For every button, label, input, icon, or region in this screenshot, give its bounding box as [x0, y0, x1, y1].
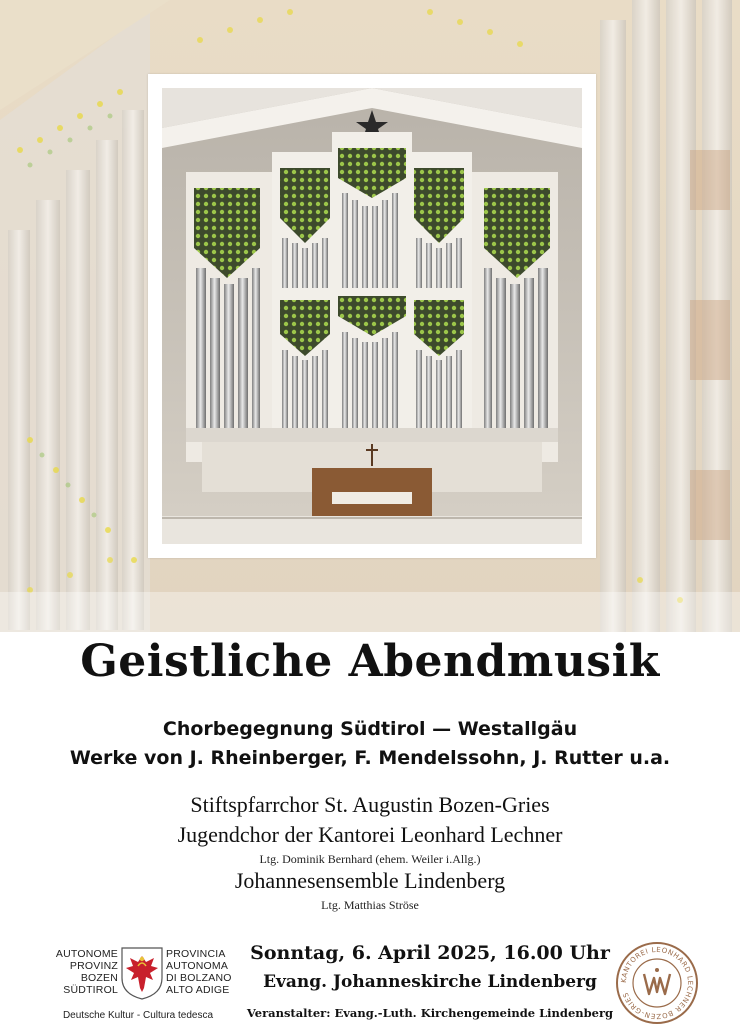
conductor-2: Ltg. Matthias Ströse	[321, 898, 419, 912]
red-eagle-crest-icon	[120, 946, 164, 1000]
culture-department-label: Deutsche Kultur - Cultura tedesca	[62, 1010, 214, 1021]
kantorei-seal-icon	[614, 940, 700, 1026]
organ-photo-frame	[148, 74, 596, 558]
seal-text: KANTOREI LEONHARD LECHNER BOZEN-GRIES	[619, 945, 695, 1021]
event-date: Sonntag, 6. April 2025, 16.00 Uhr	[250, 942, 610, 964]
conductor-1: Ltg. Dominik Bernhard (ehem. Weiler i.Allg.)	[259, 852, 481, 866]
choir-3: Johannesensemble Lindenberg	[234, 868, 506, 893]
church-organ-photo	[162, 88, 582, 544]
concert-title: Geistliche Abendmusik	[80, 636, 660, 687]
footer	[0, 936, 740, 1024]
choir-2: Jugendchor der Kantorei Leonhard Lechner	[177, 822, 563, 847]
event-venue: Evang. Johanneskirche Lindenberg	[263, 972, 597, 992]
choir-1: Stiftspfarrchor St. Augustin Bozen-Gries	[190, 792, 550, 817]
province-name-italian: PROVINCIA AUTONOMA DI BOLZANO ALTO ADIGE	[166, 948, 232, 996]
province-name-german: AUTONOME PROVINZ BOZEN SÜDTIROL	[55, 948, 118, 996]
works-line: Werke von J. Rheinberger, F. Mendelssohn, J. Rutter u.a.	[69, 747, 671, 769]
concert-subtitle: Chorbegegnung Südtirol — Westallgäu	[162, 718, 578, 740]
province-logo	[38, 946, 238, 1006]
event-organizer: Veranstalter: Evang.-Luth. Kirchengemeinde Lindenberg	[246, 1006, 614, 1020]
